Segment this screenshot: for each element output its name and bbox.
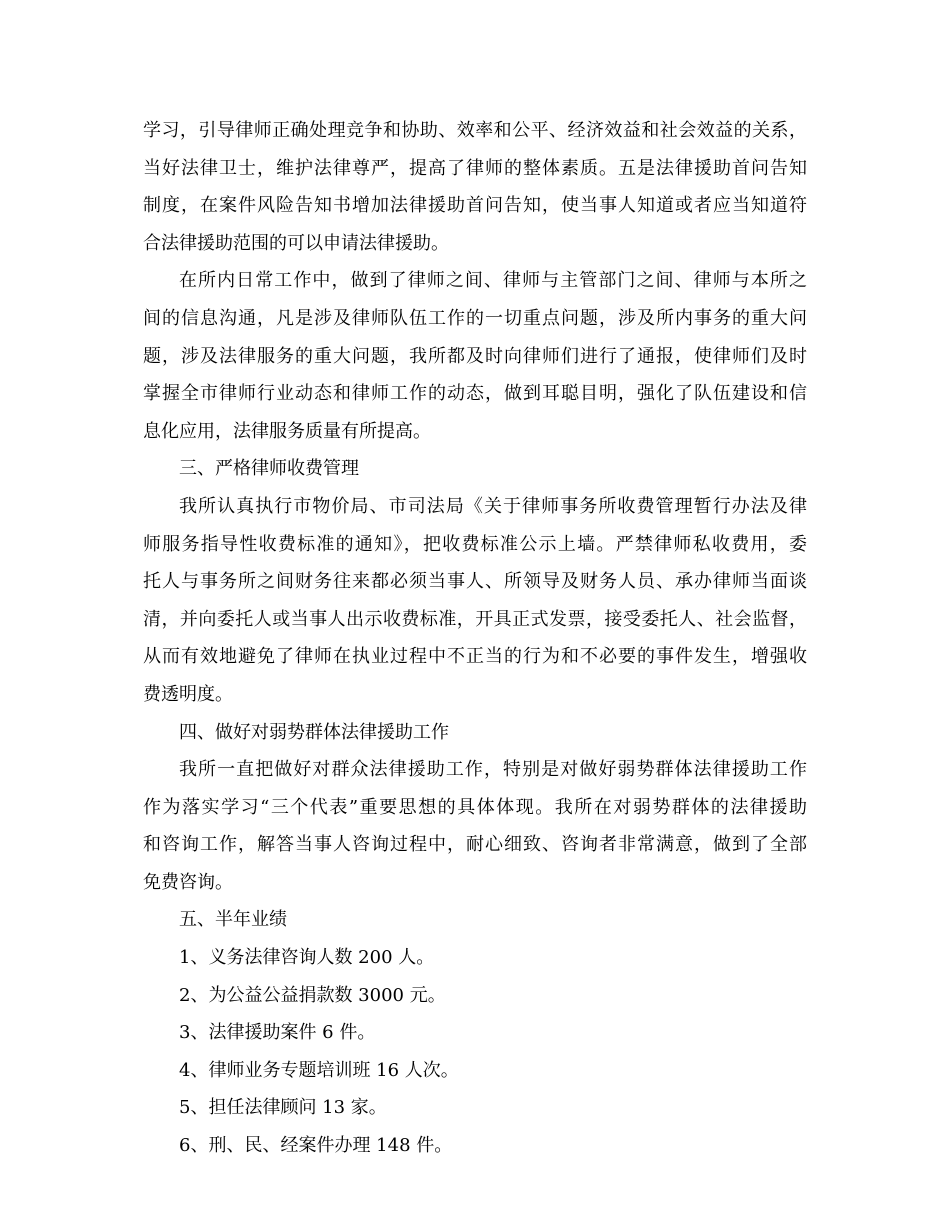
text-line: 免费咨询。 — [143, 871, 233, 893]
text-line: 当好法律卫士，维护法律尊严，提高了律师的整体素质。五是法律援助首问告知 — [143, 157, 807, 179]
paragraph-1 — [143, 112, 807, 262]
paragraph-2 — [143, 262, 807, 450]
text-line: 间的信息沟通，凡是涉及律师队伍工作的一切重点问题，涉及所内事务的重大问 — [143, 307, 807, 329]
list-item: 5、担任法律顾问 13 家。 — [179, 1097, 387, 1119]
text-line: 和咨询工作，解答当事人咨询过程中，耐心细致、咨询者非常满意，做到了全部 — [143, 834, 807, 856]
section-heading-5: 五、半年业绩 — [179, 909, 287, 931]
text-line: 师服务指导性收费标准的通知》，把收费标准公示上墙。严禁律师私收费用，委 — [143, 533, 807, 555]
text-line: 从而有效地避免了律师在执业过程中不正当的行为和不必要的事件发生，增强收 — [143, 646, 807, 668]
text-line: 我所一直把做好对群众法律援助工作，特别是对做好弱势群体法律援助工作 — [179, 759, 807, 781]
text-line: 掌握全市律师行业动态和律师工作的动态，做到耳聪目明，强化了队伍建设和信 — [143, 383, 807, 405]
text-line: 费透明度。 — [143, 683, 233, 705]
text-line: 题，涉及法律服务的重大问题，我所都及时向律师们进行了通报，使律师们及时 — [143, 345, 807, 367]
text-line: 合法律援助范围的可以申请法律援助。 — [143, 232, 449, 254]
document-page — [143, 112, 807, 1165]
list-item: 1、义务法律咨询人数 200 人。 — [179, 947, 435, 969]
list-item: 6、刑、民、经案件办理 148 件。 — [179, 1135, 453, 1157]
section-heading-3: 三、严格律师收费管理 — [179, 458, 359, 480]
text-line: 息化应用，法律服务质量有所提高。 — [143, 420, 431, 442]
text-line: 清，并向委托人或当事人出示收费标准，开具正式发票，接受委托人、社会监督， — [143, 608, 807, 630]
text-line: 作为落实学习“三个代表”重要思想的具体体现。我所在对弱势群体的法律援助 — [143, 796, 807, 818]
paragraph-3 — [143, 488, 807, 714]
text-line: 托人与事务所之间财务往来都必须当事人、所领导及财务人员、承办律师当面谈 — [143, 571, 807, 593]
list-item: 4、律师业务专题培训班 16 人次。 — [179, 1059, 459, 1081]
results-list — [143, 939, 807, 1165]
section-heading-4: 四、做好对弱势群体法律援助工作 — [179, 721, 449, 743]
text-line: 在所内日常工作中，做到了律师之间、律师与主管部门之间、律师与本所之 — [179, 270, 807, 292]
text-line: 我所认真执行市物价局、市司法局《关于律师事务所收费管理暂行办法及律 — [179, 495, 807, 517]
paragraph-4 — [143, 751, 807, 901]
text-line: 制度，在案件风险告知书增加法律援助首问告知，使当事人知道或者应当知道符 — [143, 195, 807, 217]
list-item: 3、法律援助案件 6 件。 — [179, 1022, 376, 1044]
text-line: 学习，引导律师正确处理竞争和协助、效率和公平、经济效益和社会效益的关系， — [143, 120, 807, 141]
list-item: 2、为公益公益捐款数 3000 元。 — [179, 984, 446, 1006]
